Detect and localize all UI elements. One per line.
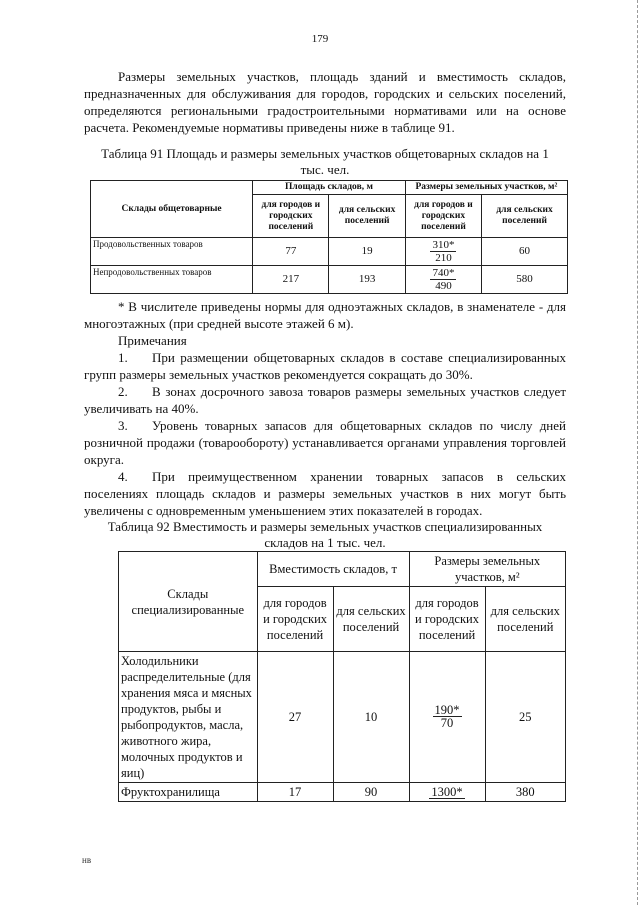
- table91-row-name: Непродовольственных товаров: [91, 266, 253, 294]
- table91-sub-land-rural: для сельских поселений: [482, 195, 568, 238]
- table92-row-name: Фруктохранилища: [119, 783, 258, 802]
- table91-group-land: Размеры земельных участков, м²: [405, 181, 567, 195]
- fraction-numerator: 1300*: [431, 785, 463, 799]
- fraction-denominator: 490: [435, 280, 452, 292]
- table91-cell: 217: [253, 266, 329, 294]
- fraction-numerator: 310*: [432, 239, 455, 251]
- page-number: 179: [311, 33, 329, 45]
- note-text: При преимущественном хранении товарных запасов в сельских поселениях площадь складов и размеры земельных участков в них могут быть увеличены с одновременным уменьшением этих показателей в городах.: [84, 469, 566, 518]
- table92: [118, 551, 566, 802]
- notes-section: [84, 298, 566, 519]
- fraction-numerator: 740*: [432, 267, 455, 279]
- table92-col-name: Склады специализированные: [119, 552, 258, 652]
- table92-cell: 25: [485, 652, 565, 783]
- table92-sub-land-rural: для сельских поселений: [485, 587, 565, 652]
- fraction-denominator: 70: [440, 715, 454, 730]
- table92-row-name: Холодильники распределительные (для хранения мяса и мясных продуктов, рыбы и рыбопродуктов, масла, животного жира, молочных продуктов и яиц): [119, 652, 258, 783]
- note-number: 3.: [118, 418, 128, 433]
- document-body: [84, 68, 566, 802]
- note-item: [84, 468, 566, 519]
- table91-group-area: Площадь складов, м: [253, 181, 406, 195]
- note-item: [84, 417, 566, 468]
- table92-cell-fraction: [409, 652, 485, 783]
- table91-sub-land-city: для городов и городских поселений: [405, 195, 481, 238]
- intro-paragraph: Размеры земельных участков, площадь зданий и вместимость складов, предназначенных для обслуживания для городов, городских и сельских поселений, определяются региональными градостроительными нормативами или на основе расчета. Рекомендуемые нормативы приведены ниже в таблице 91.: [84, 69, 566, 135]
- note-number: 1.: [118, 350, 128, 365]
- table92-caption-line1: Таблица 92 Вместимость и размеры земельных участков специализированных: [107, 519, 543, 534]
- table91: [90, 180, 568, 294]
- footnote: * В числителе приведены нормы для одноэтажных складов, в знаменателе - для многоэтажных (при средней высоте этажей 6 м).: [84, 299, 566, 331]
- table91-col-name: Склады общетоварные: [91, 181, 253, 238]
- table92-sub-cap-rural: для сельских поселений: [333, 587, 409, 652]
- table92-caption-line2: складов на 1 тыс. чел.: [264, 535, 386, 550]
- table91-cell: 19: [329, 238, 405, 266]
- table91-cell: 193: [329, 266, 405, 294]
- table91-caption: [84, 146, 566, 178]
- table91-caption-line2: тыс. чел.: [300, 162, 350, 177]
- fraction-denominator: 210: [435, 252, 452, 264]
- note-text: Уровень товарных запасов для общетоварных складов по числу дней розничной продажи (товарообороту) устанавливается органами управления торговлей округа.: [84, 418, 566, 467]
- table91-cell-fraction: [405, 266, 481, 294]
- table91-cell: 580: [482, 266, 568, 294]
- table-row: [119, 783, 566, 802]
- note-item: [84, 383, 566, 417]
- table92-sub-land-city: для городов и городских поселений: [409, 587, 485, 652]
- table92-cell: 27: [257, 652, 333, 783]
- table91-caption-line1: Таблица 91 Площадь и размеры земельных участков общетоварных складов на 1: [101, 146, 549, 161]
- page-edge-line: [636, 0, 638, 905]
- table92-group-land: Размеры земельных участков, м²: [409, 552, 565, 587]
- table92-caption: [84, 519, 566, 551]
- table91-sub-area-city: для городов и городских поселений: [253, 195, 329, 238]
- table91-cell: 60: [482, 238, 568, 266]
- table92-group-capacity: Вместимость складов, т: [257, 552, 409, 587]
- table91-cell-fraction: [405, 238, 481, 266]
- fraction-numerator: 190*: [434, 702, 460, 717]
- footer-mark: нв: [82, 855, 92, 865]
- table92-cell: 17: [257, 783, 333, 802]
- table92-cell-fraction: [409, 783, 485, 802]
- notes-title: Примечания: [118, 333, 187, 348]
- table91-cell: 77: [253, 238, 329, 266]
- note-text: При размещении общетоварных складов в составе специализированных групп размеры земельных участков рекомендуется сокращать до 30%.: [84, 350, 566, 382]
- table92-cell: 90: [333, 783, 409, 802]
- table92-cell: 380: [485, 783, 565, 802]
- note-item: [84, 349, 566, 383]
- table-row: [119, 652, 566, 783]
- note-number: 4.: [118, 469, 128, 484]
- note-number: 2.: [118, 384, 128, 399]
- table91-sub-area-rural: для сельских поселений: [329, 195, 405, 238]
- table91-row-name: Продовольственных товаров: [91, 238, 253, 266]
- table92-sub-cap-city: для городов и городских поселений: [257, 587, 333, 652]
- table92-cell: 10: [333, 652, 409, 783]
- table-row: [91, 266, 568, 294]
- table-row: [91, 238, 568, 266]
- note-text: В зонах досрочного завоза товаров размеры земельных участков следует увеличивать на 40%.: [84, 384, 566, 416]
